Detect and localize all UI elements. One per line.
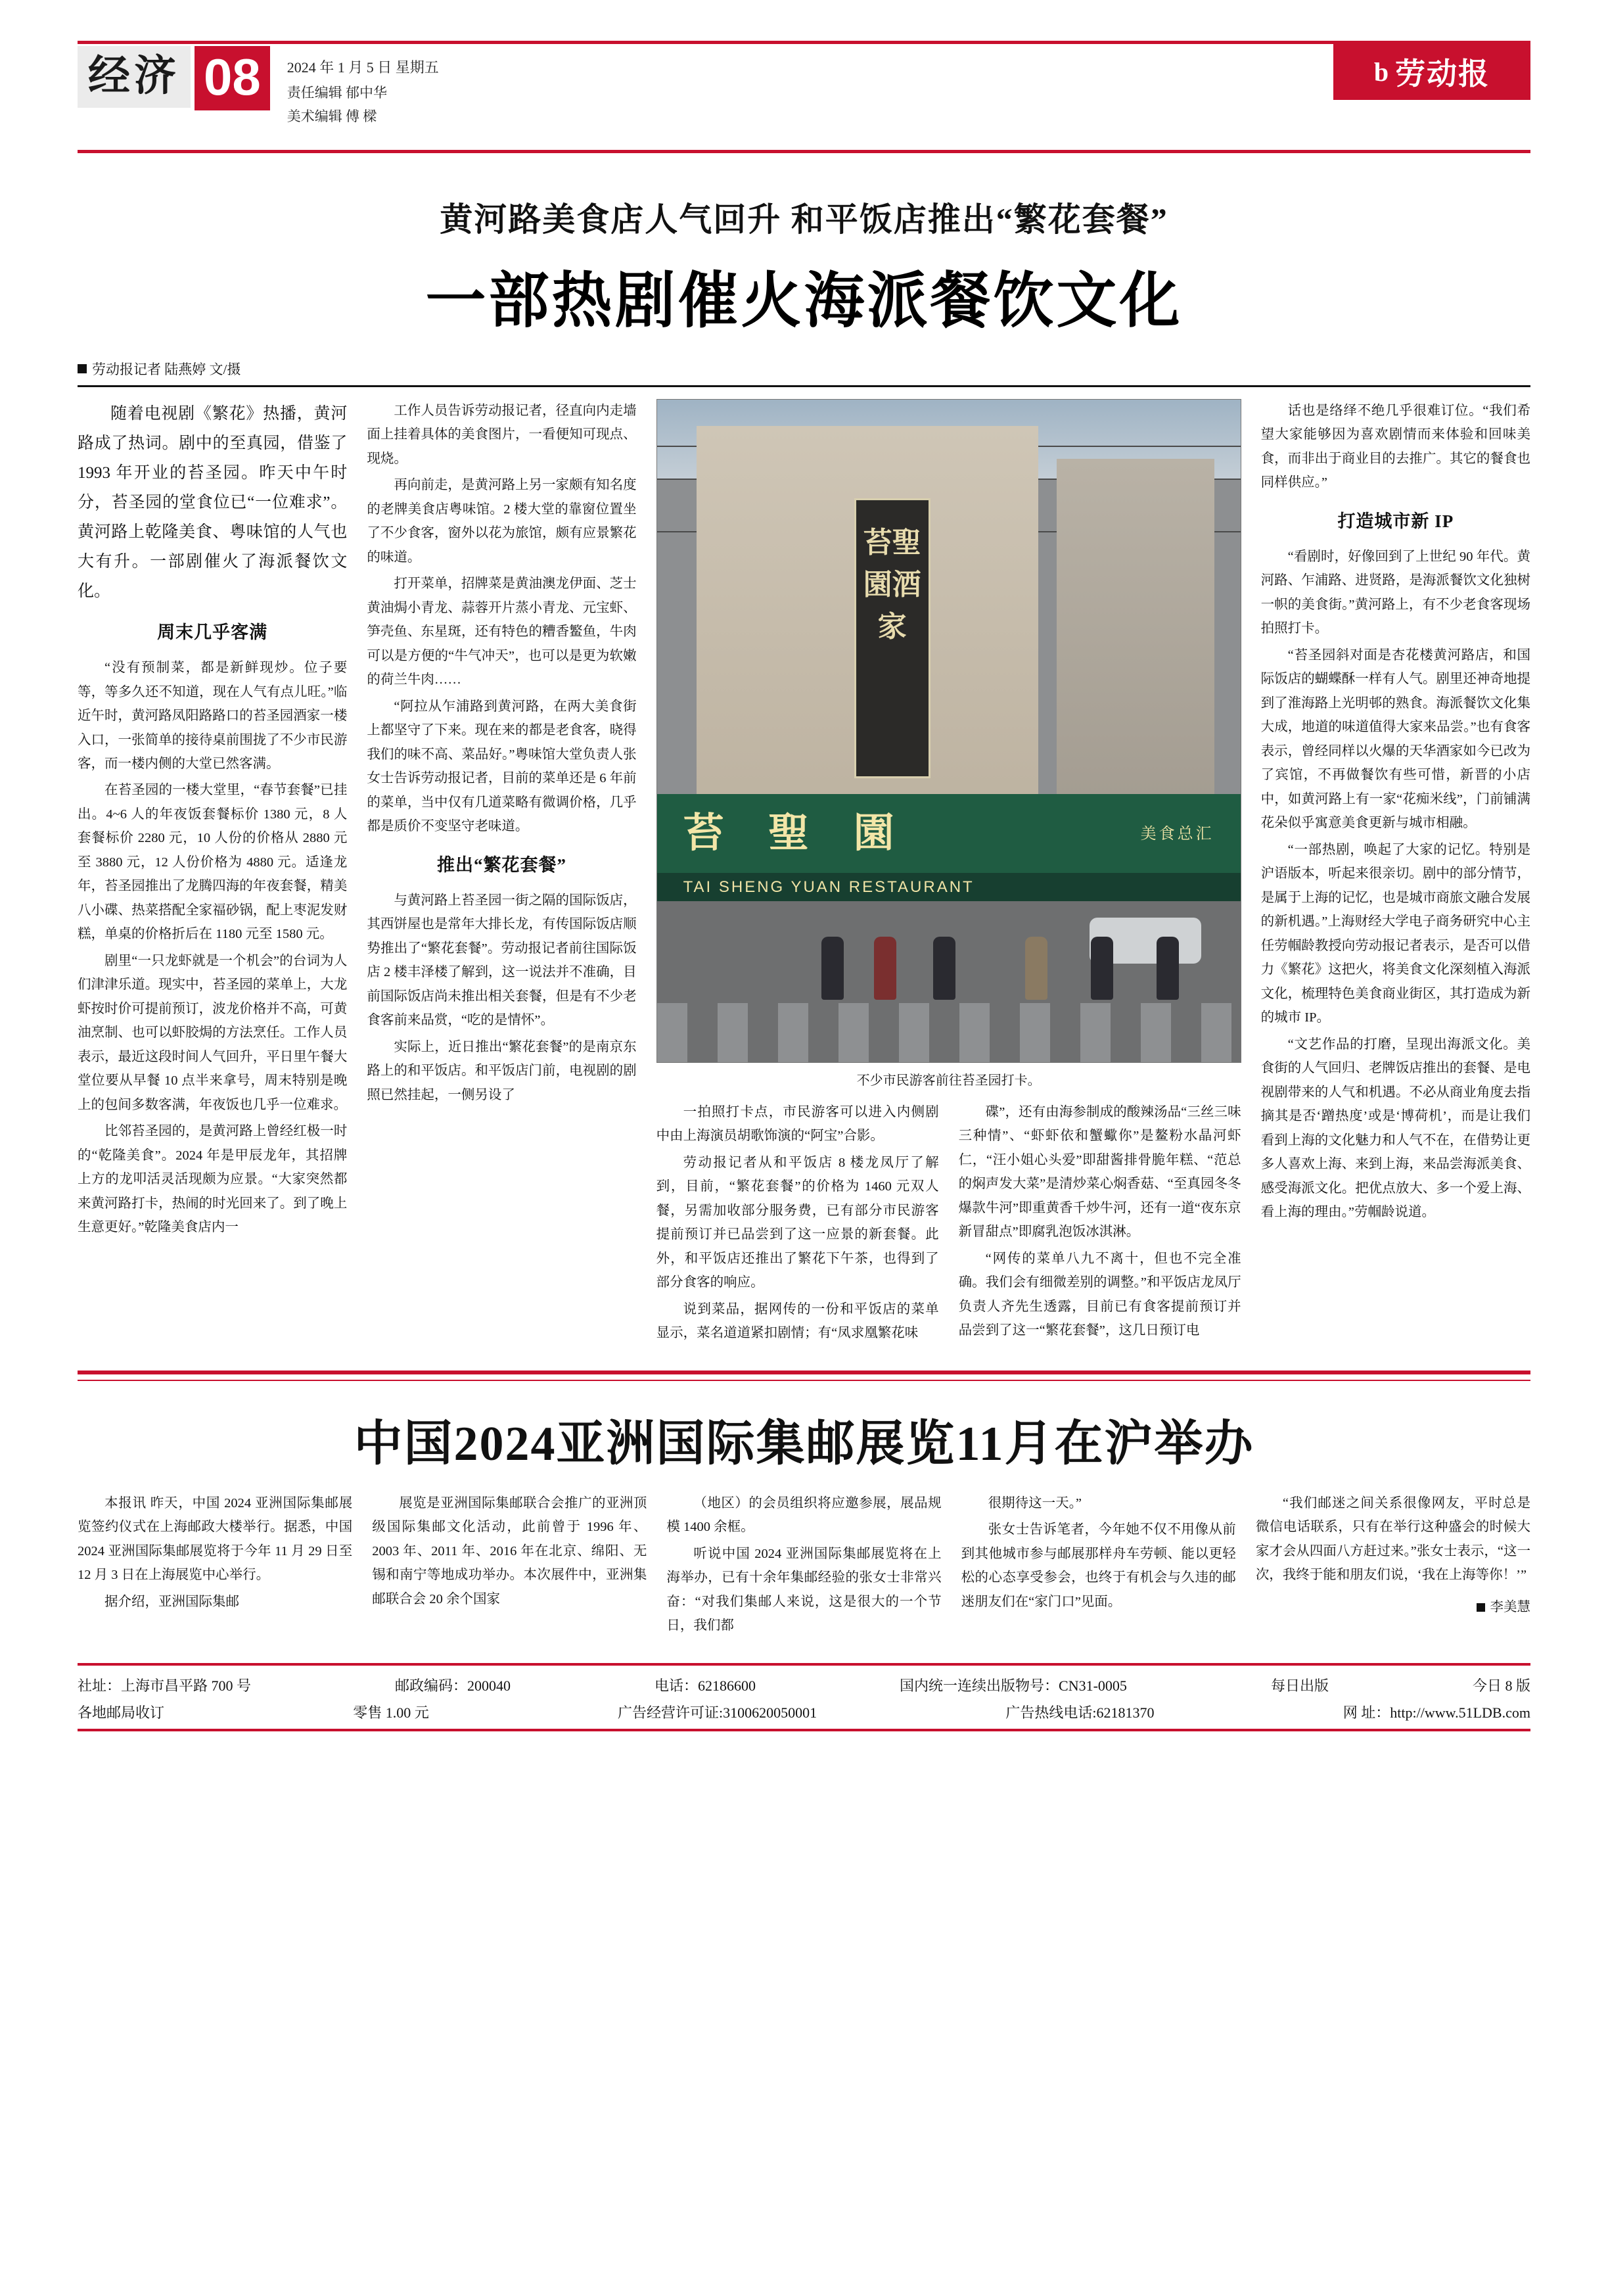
story1-subhead-2: 推出“繁花套餐” bbox=[436, 855, 566, 875]
footer-subscribe: 各地邮局收订 bbox=[78, 1704, 165, 1721]
story1-photo bbox=[656, 399, 1241, 1063]
masthead bbox=[0, 0, 1608, 164]
footer-postcode: 邮政编码：200040 bbox=[395, 1677, 511, 1694]
story2-column-4 bbox=[961, 1491, 1236, 1641]
masthead-meta bbox=[287, 46, 439, 129]
story1-p18: “苔圣园斜对面是杏花楼黄河路店，和国际饭店的蝴蝶酥一样有人气。剧里还神奇地提到了淮海路上光明邨的熟食。海派餐饮文化集大成，地道的味道值得大家来品尝。”也有食客表示，曾经同样以火爆的天华酒家如今已改为了宾馆，不再做餐饮有些可惜，新晋的小店中，如黄河路上有一家“花痴米线”，门前铺满花朵似乎寓意美食更新与城市相融。 bbox=[1260, 647, 1530, 831]
story2-p6: 很期待这一天。” bbox=[988, 1495, 1082, 1511]
page-number: 08 bbox=[195, 46, 270, 110]
story1-p16: 话也是络绎不绝几乎很难订位。“我们希望大家能够因为喜欢剧情而来体验和回味美食，而非出于商业目的去推广。其它的餐食也同样供应。” bbox=[1260, 404, 1530, 490]
story2-headline: 中国2024亚洲国际集邮展览11月在沪举办 bbox=[354, 1417, 1254, 1471]
responsible-editor: 责任编辑 郁中华 bbox=[287, 84, 388, 101]
story1-headline-block bbox=[0, 164, 1608, 339]
bullet-square-icon bbox=[1477, 1603, 1485, 1612]
story1-p15: “网传的菜单八九不离十，但也不完全准确。我们会有细微差别的调整。”和平饭店龙凤厅负责人齐先生透露，目前已有食客提前预订并品尝到了这一“繁花套餐”，这几日预订电 bbox=[958, 1251, 1241, 1338]
story2-p3: 展览是亚洲国际集邮联合会推广的亚洲顶级国际集邮文化活动，此前曾于 1996 年、2003 年、2011 年、2016 年在北京、绵阳、无锡和南宁等地成功举办。本次展件中，亚洲集邮联合会 20 余个国家 bbox=[372, 1495, 647, 1606]
story2-p7: 张女士告诉笔者，今年她不仅不用像从前到其他城市参与邮展那样舟车劳顿、能以更轻松的心态享受参会，也终于有机会与久违的邮迷朋友们在“家门口”见面。 bbox=[961, 1522, 1236, 1609]
story1-p14: 碟”，还有由海参制成的酸辣汤品“三丝三味三种情”、“虾虾依和蟹蠍你”是鳌粉水晶河虾仁，“汪小姐心头爱”即甜酱排骨脆年糕、“范总的焖声发大菜”是清炒菜心焖香菇、“至真园冬冬爆款牛河”即重黄香千炒牛河，还有一道“夜东京新冒甜点”即腐乳泡饭冰淇淋。 bbox=[958, 1105, 1241, 1240]
newspaper-logo bbox=[1333, 43, 1530, 100]
photo-restaurant-subtitle: 美食总汇 bbox=[1140, 826, 1214, 843]
story2-p1: 本报讯 昨天，中国 2024 亚洲国际集邮展览签约仪式在上海邮政大楼举行。据悉，中国 2024 亚洲国际集邮展览将于今年 11 月 29 日至 12 月 3 日在上海展览中心举行。 bbox=[78, 1495, 353, 1583]
story1-p4: 比邻苔圣园的，是黄河路上曾经红极一时的“乾隆美食”。2024 年是甲辰龙年，其招牌上方的龙叩活灵活现颇为应景。“大家突然都来黄河路打卡，热闹的时光回来了。到了晚上生意更好。”乾隆美食店内一 bbox=[78, 1124, 348, 1235]
story1-columns bbox=[78, 399, 1530, 1348]
footer-publish-frequency: 每日出版 bbox=[1270, 1677, 1329, 1694]
story1-lead-text: 随着电视剧《繁花》热播，黄河路成了热词。剧中的至真园，借鉴了 1993 年开业的苔圣园。昨天中午时分，苔圣园的堂食位已“一位难求”。黄河路上乾隆美食、粤味馆的人气也大有升。一部剧催火了海派餐饮文化。 bbox=[78, 405, 348, 600]
story2-p2: 据介绍，亚洲国际集邮 bbox=[104, 1594, 239, 1609]
photo-vertical-sign-text: 苔聖園酒家 bbox=[863, 527, 921, 643]
story1-p10: 实际上，近日推出“繁花套餐”的是南京东路上的和平饭店。和平饭店门前，电视剧的剧照已然挂起，一侧另设了 bbox=[367, 1039, 637, 1102]
story1-column-1 bbox=[78, 399, 347, 1348]
photo-person bbox=[1025, 937, 1047, 1000]
art-editor: 美术编辑 傅 樑 bbox=[287, 108, 377, 125]
story1-column-5 bbox=[1261, 399, 1530, 1348]
story1-p3: 剧里“一只龙虾就是一个机会”的台词为人们津津乐道。现实中，苔圣园的菜单上，大龙虾按时价可提前预订，波龙价格并不高，可黄油烹制、也可以虾胶焗的方法烹任。工作人员表示，最近这段时间人气回升，平日里午餐大堂位要从早餐 10 点半来拿号，周末特别是晚上的包间多数客满，年夜饭也几乎一位难求。 bbox=[78, 953, 348, 1112]
footer-phone: 电话：62186600 bbox=[655, 1677, 756, 1694]
story1-photo-wrap bbox=[656, 399, 1241, 1089]
story1-lower-columns bbox=[656, 1100, 1241, 1348]
story1-p7: 打开菜单，招牌菜是黄油澳龙伊面、芝士黄油焗小青龙、蒜蓉开片蒸小青龙、元宝虾、笋壳鱼、东星斑，还有特色的糟香鳘鱼，牛肉可以是方便的“牛气冲天”，也可以是更为软嫩的荷兰牛肉…… bbox=[367, 576, 637, 688]
story1-byline-text: 劳动报记者 陆燕婷 文/摄 bbox=[92, 362, 241, 377]
photo-vertical-sign bbox=[854, 498, 930, 778]
story1-byline bbox=[0, 359, 1608, 379]
masthead-left bbox=[78, 46, 439, 129]
story2-signature-name: 李美慧 bbox=[1490, 1599, 1531, 1614]
photo-restaurant-sign bbox=[657, 794, 1241, 873]
footer-rule bbox=[78, 1729, 1530, 1731]
story1-p12: 劳动报记者从和平饭店 8 楼龙凤厅了解到，目前，“繁花套餐”的价格为 1460 元双人餐，另需加收部分服务费，已有部分市民游客提前预订并已品尝到了这一应景的新套餐。此外，和平饭店还推出了繁花下午茶，也得到了部分食客的响应。 bbox=[656, 1155, 939, 1290]
photo-person bbox=[874, 937, 896, 1000]
section-name: 经济 bbox=[78, 46, 191, 108]
story1-p20: “文艺作品的打磨，呈现出海派文化。美食街的人气回归、老牌饭店推出的套餐、是电视剧带来的人气和机遇。不必从商业角度去指摘其是否‘蹭热度’或是‘博荷机’，而是让我们看到上海的文化魅力和人气不在，在借势让更多人喜欢上海、来到上海，来品尝海派美食、感受海派文化。把优点放大、多一个爱上海、看上海的理由。”劳帼龄说道。 bbox=[1260, 1037, 1530, 1220]
photo-person bbox=[821, 937, 844, 1000]
masthead-rule-top bbox=[78, 41, 1530, 44]
story1-subhead-1: 周末几乎客满 bbox=[157, 622, 268, 642]
story1-p13: 说到菜品，据网传的一份和平饭店的菜单显示，菜名道道紧扣剧情；有“凤求凰繁花味 bbox=[656, 1301, 939, 1341]
masthead-rule-bottom bbox=[78, 150, 1530, 153]
footer-issn: 国内统一连续出版物号：CN31-0005 bbox=[900, 1677, 1127, 1694]
footer-ad-license: 广告经营许可证:3100620050001 bbox=[618, 1704, 817, 1721]
bullet-square-icon bbox=[78, 364, 87, 373]
story2-column-2 bbox=[372, 1491, 647, 1641]
story1-p8: “阿拉从乍浦路到黄河路，在两大美食街上都坚守了下来。现在来的都是老食客，晓得我们的味不高、菜品好。”粤味馆大堂负责人张女士告诉劳动报记者，目前的菜单还是 6 年前的菜单，当中仅有几道菜略有微调价格，几乎都是质价不变坚守老味道。 bbox=[367, 699, 637, 834]
logo-mark-icon: b bbox=[1373, 57, 1389, 87]
photo-restaurant-name-en: TAI SHENG YUAN RESTAURANT bbox=[683, 878, 975, 896]
story1-lead bbox=[78, 399, 347, 606]
photo-crosswalk bbox=[657, 1003, 1241, 1062]
story1-p9: 与黄河路上苔圣园一街之隔的国际饭店，其西饼屋也是常年大排长龙，有传国际饭店顺势推出了“繁花套餐”。劳动报记者前往国际饭店 2 楼丰泽楼了解到，这一说法并不准确，目前国际饭店尚未推出相关套餐，但是有不少老食客前来品赏，“吃的是情怀”。 bbox=[367, 893, 637, 1028]
story1-photo-and-columns bbox=[656, 399, 1241, 1348]
story1-body bbox=[0, 387, 1608, 1348]
footer-page-count: 今日 8 版 bbox=[1472, 1677, 1530, 1694]
story1-subhead-3: 打造城市新 IP bbox=[1337, 511, 1454, 531]
story2-p4: （地区）的会员组织将应邀参展，展品规模 1400 余框。 bbox=[666, 1495, 942, 1535]
story2 bbox=[0, 1381, 1608, 1641]
page-footer bbox=[78, 1663, 1530, 1731]
footer-ad-hotline: 广告热线电话:62181370 bbox=[1005, 1704, 1155, 1721]
photo-restaurant-sign-en bbox=[657, 873, 1241, 902]
story1-main-headline: 一部热剧催火海派餐饮文化 bbox=[425, 268, 1183, 335]
logo-text: 劳动报 bbox=[1395, 57, 1490, 91]
footer-row-2 bbox=[78, 1702, 1530, 1722]
story1-column-2 bbox=[367, 399, 636, 1348]
story2-column-5 bbox=[1256, 1491, 1530, 1641]
story1-column-4 bbox=[959, 1100, 1241, 1348]
story1-column-3 bbox=[656, 1100, 939, 1348]
story2-column-3 bbox=[666, 1491, 941, 1641]
photo-person bbox=[933, 937, 955, 1000]
story2-column-1 bbox=[78, 1491, 352, 1641]
story1-p2: 在苔圣园的一楼大堂里，“春节套餐”已挂出。4~6 人的年夜饭套餐标价 1380 元，8 人套餐标价 2280 元，10 人份的价格从 2880 元至 3880 元，12 人份价格为 4880 元。适逢龙年，苔圣园推出了龙腾四海的年夜套餐，精美八小碟、热菜搭配全家福砂锅，配上枣泥发财糕，单桌的价格折后在 1180 元至 1580 元。 bbox=[78, 783, 348, 942]
issue-date: 2024 年 1 月 5 日 星期五 bbox=[287, 59, 439, 76]
story2-p5: 听说中国 2024 亚洲国际集邮展览将在上海举办，已有十余年集邮经验的张女士非常兴奋：“对我们集邮人来说，这是很大的一个节日，我们都 bbox=[666, 1546, 942, 1633]
story1-p6: 再向前走，是黄河路上另一家颇有知名度的老牌美食店粤味馆。2 楼大堂的靠窗位置坐了不少食客，窗外以花为旅馆，颇有应景繁花的味道。 bbox=[367, 478, 637, 565]
story1-p1: “没有预制菜，都是新鲜现炒。位子要等，等多久还不知道，现在人气有点儿旺。”临近午时，黄河路凤阳路路口的苔圣园酒家一楼入口，一张简单的接待桌前围拢了不少市民游客，而一楼内侧的大堂已然客满。 bbox=[78, 661, 348, 771]
story1-photo-caption: 不少市民游客前往苔圣园打卡。 bbox=[856, 1073, 1041, 1088]
footer-retail-price: 零售 1.00 元 bbox=[353, 1704, 429, 1721]
story1-p5: 工作人员告诉劳动报记者，径直向内走墙面上挂着具体的美食图片，一看便知可现点、现烧。 bbox=[367, 404, 637, 466]
story1-p19: “一部热剧，唤起了大家的记忆。特别是沪语版本，听起来很亲切。剧中的部分情节，是属于上海的记忆，也是城市商旅文融合发展的新机遇。”上海财经大学电子商务研究中心主任劳帼龄教授向劳动报记者表示，是否可以借力《繁花》这把火，将美食文化深刻植入海派文化，梳理特色美食商业街区，其打造成为新的城市 IP。 bbox=[1260, 842, 1530, 1025]
story2-signature bbox=[1256, 1595, 1530, 1619]
photo-person bbox=[1091, 937, 1113, 1000]
photo-person bbox=[1157, 937, 1179, 1000]
story1-p17: “看剧时，好像回到了上世纪 90 年代。黄河路、乍浦路、进贤路，是海派餐饮文化独树一帜的美食街。”黄河路上，有不少老食客现场拍照打卡。 bbox=[1260, 549, 1530, 636]
footer-website[interactable]: 网 址：http://www.51LDB.com bbox=[1343, 1704, 1530, 1721]
footer-address: 社址：上海市昌平路 700 号 bbox=[78, 1677, 252, 1694]
footer-row-1 bbox=[78, 1675, 1530, 1695]
story2-columns bbox=[78, 1491, 1530, 1641]
story1-p11: 一拍照打卡点，市民游客可以进入内侧剧中由上海演员胡歌饰演的“阿宝”合影。 bbox=[656, 1105, 939, 1144]
story2-p8: “我们邮迷之间关系很像网友，平时总是微信电话联系，只有在举行这种盛会的时候大家才会从四面八方赶过来。”张女士表示，“这一次，我终于能和朋友们说，‘我在上海等你！’” bbox=[1255, 1495, 1531, 1583]
section-divider-thick bbox=[78, 1371, 1530, 1374]
photo-restaurant-name: 苔 聖 園 bbox=[683, 811, 911, 856]
story1-shoulder-headline: 黄河路美食店人气回升 和平饭店推出“繁花套餐” bbox=[440, 201, 1168, 238]
